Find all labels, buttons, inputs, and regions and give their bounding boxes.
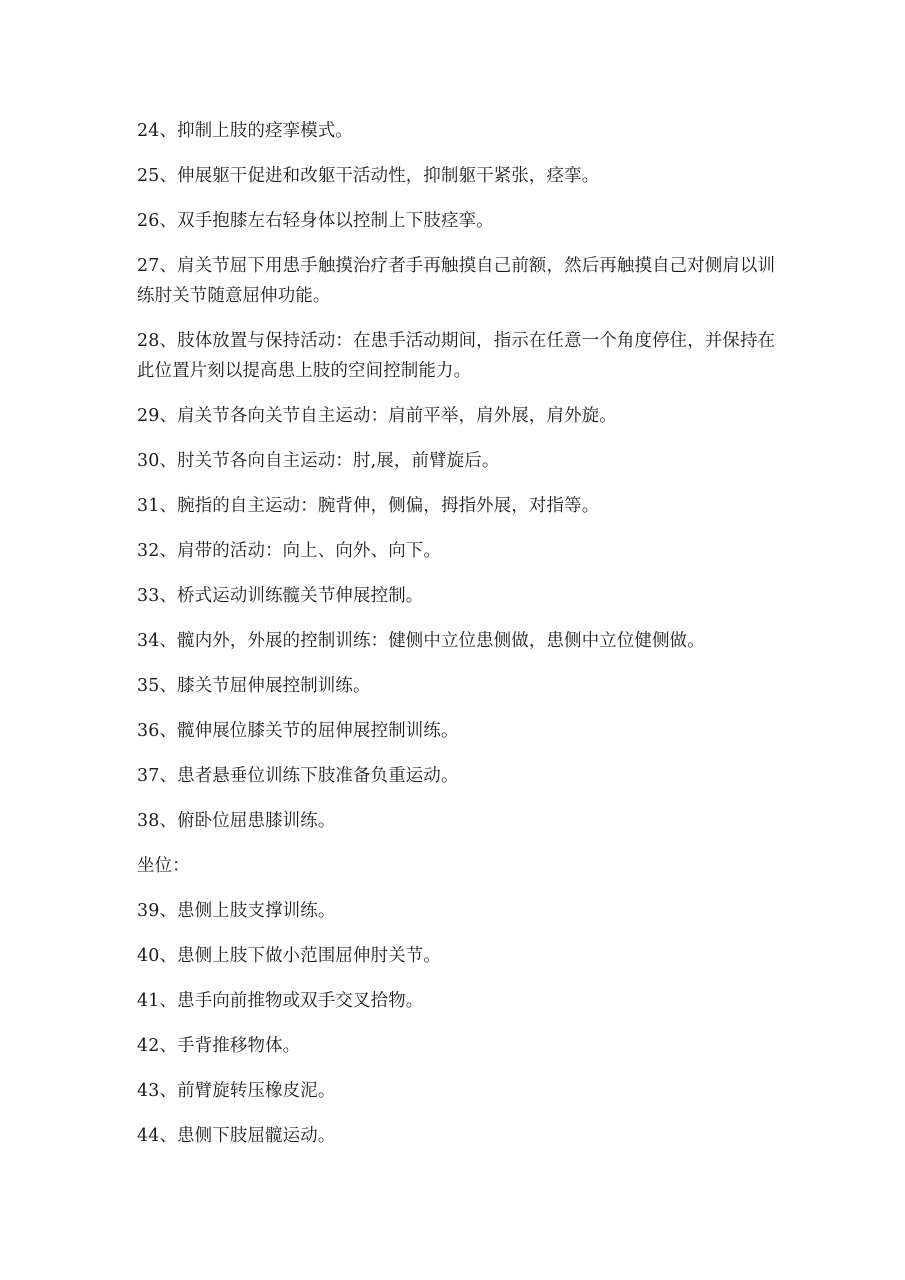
paragraph-25: 25、伸展躯干促进和改躯干活动性，抑制躯干紧张，痉挛。 <box>137 166 600 186</box>
paragraph-30: 30、肘关节各向自主运动：肘,展，前臂旋后。 <box>137 451 500 471</box>
paragraph-39: 39、患侧上肢支撑训练。 <box>137 901 336 921</box>
paragraph-43: 43、前臂旋转压橡皮泥。 <box>137 1081 336 1101</box>
paragraph-37: 37、患者悬垂位训练下肢准备负重运动。 <box>137 766 459 786</box>
paragraph-44: 44、患侧下肢屈髋运动。 <box>137 1126 336 1146</box>
section-heading-sitting: 坐位： <box>137 856 190 876</box>
paragraph-35: 35、膝关节屈伸展控制训练。 <box>137 676 371 696</box>
paragraph-33: 33、桥式运动训练髋关节伸展控制。 <box>137 586 424 606</box>
paragraph-31: 31、腕指的自主运动：腕背伸，侧偏，拇指外展，对指等。 <box>137 496 600 516</box>
paragraph-24: 24、抑制上肢的痉挛模式。 <box>137 121 354 141</box>
paragraph-28: 28、肢体放置与保持活动：在患手活动期间，指示在任意一个角度停住，并保持在此位置片刻以提高患上肢的空间控制能力。 <box>137 331 776 381</box>
document-body <box>137 116 777 1166</box>
paragraph-36: 36、髋伸展位膝关节的屈伸展控制训练。 <box>137 721 459 741</box>
paragraph-34: 34、髋内外，外展的控制训练：健侧中立位患侧做，患侧中立位健侧做。 <box>137 631 705 651</box>
paragraph-40: 40、患侧上肢下做小范围屈伸肘关节。 <box>137 946 441 966</box>
paragraph-26: 26、双手抱膝左右轻身体以控制上下肢痉挛。 <box>137 211 494 231</box>
paragraph-29: 29、肩关节各向关节自主运动：肩前平举，肩外展，肩外旋。 <box>137 406 617 426</box>
paragraph-32: 32、肩带的活动：向上、向外、向下。 <box>137 541 441 561</box>
paragraph-41: 41、患手向前推物或双手交叉拾物。 <box>137 991 424 1011</box>
paragraph-27: 27、肩关节屈下用患手触摸治疗者手再触摸自己前额，然后再触摸自己对侧肩以训练肘关节随意屈伸功能。 <box>137 256 776 306</box>
paragraph-38: 38、俯卧位屈患膝训练。 <box>137 811 336 831</box>
paragraph-42: 42、手背推移物体。 <box>137 1036 301 1056</box>
